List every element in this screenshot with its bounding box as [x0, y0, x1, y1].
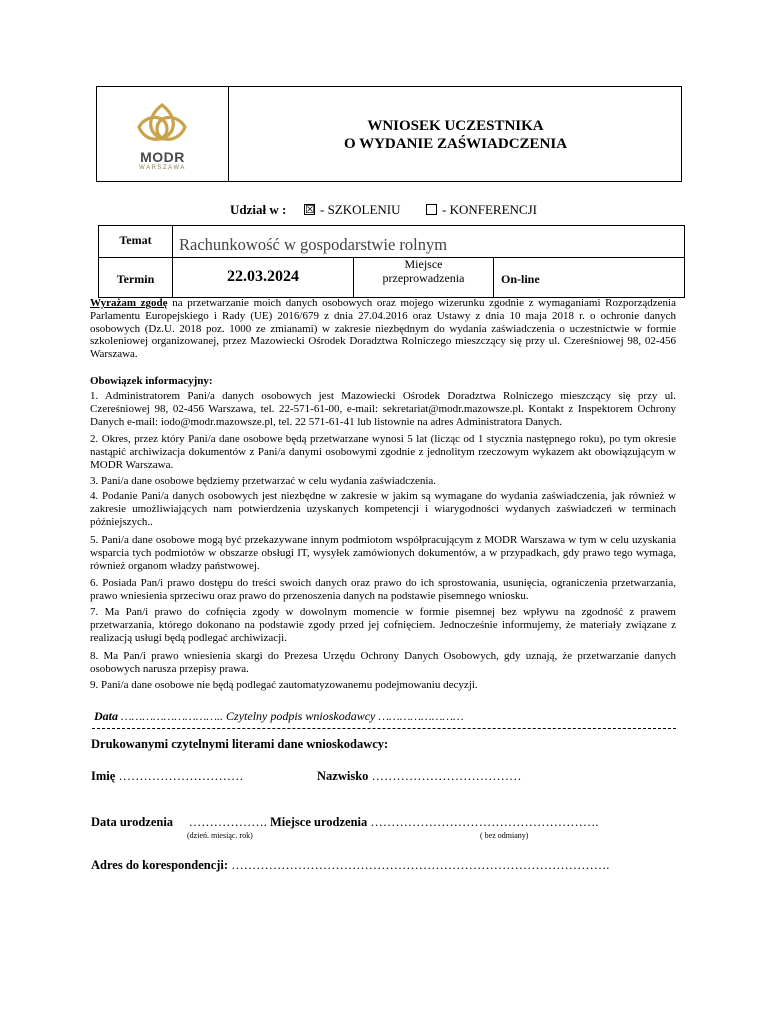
place-label [354, 257, 493, 285]
consent-text: na przetwarzanie moich danych osobowych oraz mojego wizerunku zgodnie z wymaganiami Rozporządzenia Parlamentu Europejskiego i Rady (UE) 2016/679 z dnia 27.04.2016 oraz Ustawy z dnia 10 maja 2018 r. o ochronie danych osobowych (Dz.U. 2018 poz. 1000 ze zmianami) w zakresie niezbędnym do wydania zaświadczenia o uczestnictwie w formie szkoleniowej organizowanej, przez Mazowiecki Ośrodek Doradztwa Rolniczego mieszczący się przy ul. Czereśniowej 98, 02-456 Warszawa. [90, 297, 676, 361]
obligation-item: 1. Administratorem Pani/a danych osobowych jest Mazowiecki Ośrodek Doradztwa Rolniczego mieszczący się przy ul. Czereśniowej 98, 02-456 Warszawa, tel. 22-571-61-00, e-mail: sekretariat@modr.mazowsze.pl. Kontakt z Inspektorem Ochrony Danych e-mail: iodo@modr.mazowsze.pl, tel. 22 571-61-41 lub listownie na adres Administratora Danych. [90, 390, 676, 428]
signature-dots[interactable]: …………………… [378, 709, 464, 723]
training-checkbox[interactable]: ☒ [305, 203, 315, 216]
brand-subtitle: WARSZAWA [139, 165, 186, 171]
form-title-line-2: O WYDANIE ZAŚWIADCZENIA [343, 136, 568, 152]
obligation-item: 6. Posiada Pan/i prawo dostępu do treści swoich danych oraz prawo do ich sprostowania, usunięcia, ograniczenia przetwarzania, prawo wniesienia sprzeciwu oraz prawo do przenoszenia danych na podstawie pisemnego wniosku. [90, 577, 676, 602]
date-value: 22.03.2024 [227, 268, 299, 285]
modr-logo-icon [131, 101, 193, 149]
brand-name: MODR [140, 149, 185, 165]
obligation-item: 9. Pani/a dane osobowe nie będą podlegać zautomatyzowanemu podejmowaniu decyzji. [90, 679, 478, 691]
birth-row [91, 815, 599, 830]
topic-value: Rachunkowość w gospodarstwie rolnym [179, 235, 448, 254]
obligation-heading: Obowiązek informacyjny: [90, 375, 213, 387]
form-title-line-1: WNIOSEK UCZESTNIKA [367, 118, 544, 134]
form-header [96, 86, 682, 182]
birth-date-hint: (dzień. miesiąc. rok) [187, 831, 253, 840]
signature-line [94, 709, 464, 724]
conference-option-label: - KONFERENCJI [442, 202, 537, 217]
birth-place-hint: ( bez odmiany) [480, 831, 529, 840]
obligation-item: 2. Okres, przez który Pani/a dane osobowe będą przetwarzane wynosi 5 lat (licząc od 1 stycznia następnego roku), po tym okresie nastąpić archiwizacja dokumentów z Pani/a danymi osobowymi zgodnie z jednolitym rzeczowym wykazem akt obowiązującym w MODR Warszawa. [90, 433, 676, 471]
birth-place-field[interactable]: ………………………………………………. [370, 815, 599, 829]
course-info-table [98, 225, 685, 298]
address-field[interactable]: ………………………………………………………………………………. [231, 858, 610, 872]
last-name-row [317, 769, 522, 784]
topic-label: Temat [119, 233, 152, 247]
training-option-label: - SZKOLENIU [320, 202, 401, 217]
place-label-line-1: Miejsce [404, 257, 443, 271]
consent-lead: Wyrażam zgodę [90, 297, 168, 309]
address-label: Adres do korespondencji: [91, 858, 229, 872]
separator-line [92, 728, 676, 729]
last-name-label: Nazwisko [317, 769, 369, 783]
date-signature-dots[interactable]: ……………………….. [121, 709, 224, 723]
birth-date-field[interactable]: ………………. [188, 815, 267, 829]
address-row [91, 858, 609, 873]
obligation-item: 3. Pani/a dane osobowe będziemy przetwarzać w celu wydania zaświadczenia. [90, 475, 437, 487]
obligation-item: 5. Pani/a dane osobowe mogą być przekazywane innym podmiotom współpracującym z MODR Warszawa w tym w celu uzyskania wsparcia tych podmiotów w obszarze obsługi IT, wysyłek zamówionych dokumentów, a w przypadkach, gdy prawo tego wymaga, również organom władzy państwowej. [90, 534, 676, 572]
obligation-item: 8. Ma Pan/i prawo wniesienia skargi do Prezesa Urzędu Ochrony Danych Osobowych, gdy uznają, że przetwarzanie danych osobowych narusza przepisy prawa. [90, 650, 676, 675]
date-signature-label: Data [94, 709, 118, 723]
place-value: On-line [501, 272, 540, 286]
applicant-heading: Drukowanymi czytelnymi literami dane wnioskodawcy: [91, 737, 389, 751]
first-name-label: Imię [91, 769, 116, 783]
participation-label: Udział w : [230, 202, 287, 217]
logo-cell [97, 87, 229, 181]
last-name-field[interactable]: ……………………………… [371, 769, 522, 783]
conference-checkbox[interactable] [426, 204, 437, 215]
date-label: Termin [116, 272, 155, 286]
consent-paragraph [90, 297, 676, 361]
signature-label: Czytelny podpis wnioskodawcy [226, 709, 376, 723]
birth-date-label: Data urodzenia [91, 815, 174, 829]
first-name-row [91, 769, 243, 784]
first-name-field[interactable]: ………………………… [118, 769, 244, 783]
obligation-item: 4. Podanie Pani/a danych osobowych jest niezbędne w zakresie w jakim są wymagane do wydania zaświadczenia, jak również w zakresie umożliwiających nam potwierdzenia uzyskanych kompetencji i wiarygodności wydanych zaświadczeń w terminach późniejszych.. [90, 490, 676, 528]
obligation-item: 7. Ma Pan/i prawo do cofnięcia zgody w dowolnym momencie w formie pisemnej bez wpływu na zgodność z prawem przetwarzania, którego dokonano na podstawie zgody przed jej cofnięciem. Jednocześnie informujemy, że materiały związane z realizacją usługi będą podlegać archiwizacji. [90, 606, 676, 644]
place-label-line-2: przeprowadzenia [382, 271, 465, 285]
birth-place-label: Miejsce urodzenia [269, 815, 368, 829]
form-title [228, 117, 683, 153]
